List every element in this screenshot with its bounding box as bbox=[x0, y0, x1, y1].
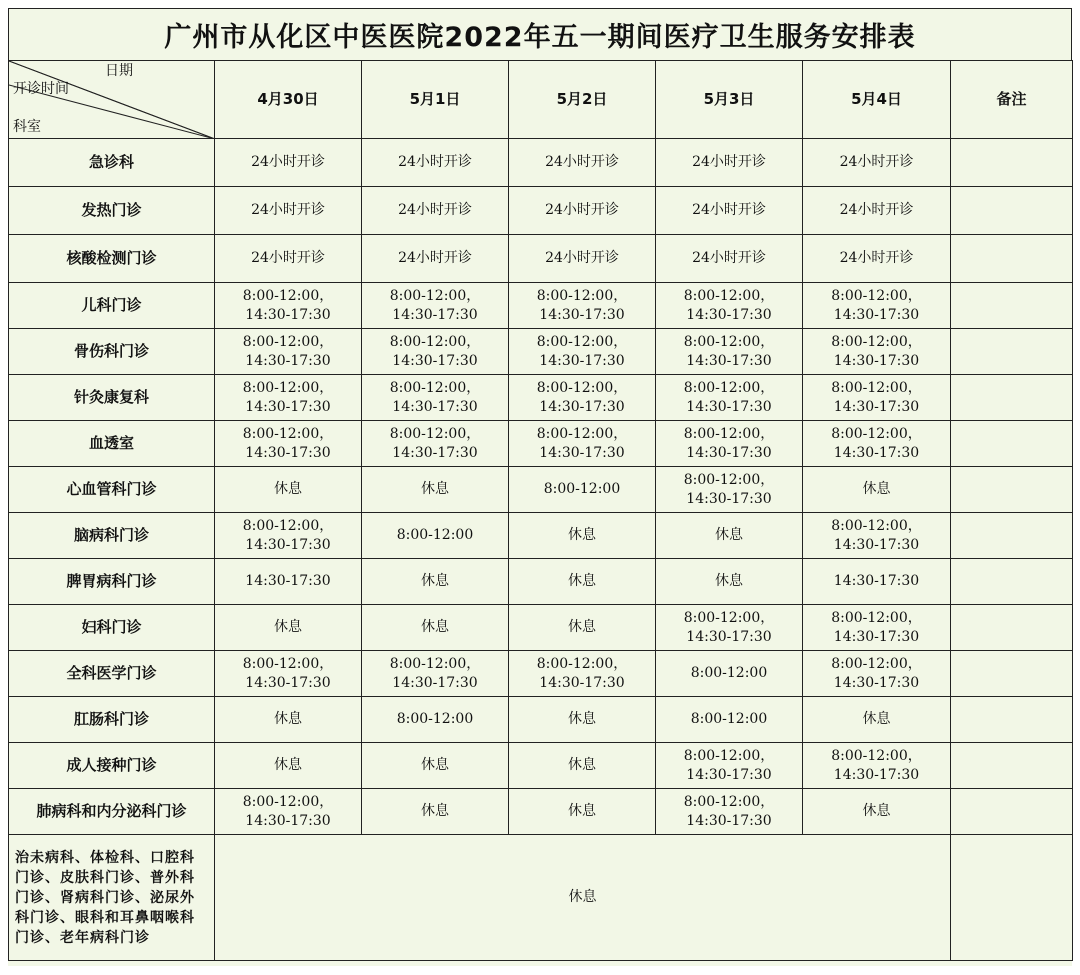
remarks-cell bbox=[951, 421, 1073, 467]
schedule-cell bbox=[656, 789, 803, 835]
other-departments-list: 治未病科、体检科、口腔科门诊、皮肤科门诊、普外科门诊、肾病科门诊、泌尿外科门诊、眼科和耳鼻咽喉科门诊、老年病科门诊 bbox=[9, 835, 215, 961]
remarks-cell bbox=[951, 235, 1073, 283]
schedule-time-text: 8:00-12:00， bbox=[536, 655, 628, 672]
schedule-time-text: 14:30-17:30 bbox=[245, 306, 331, 323]
schedule-cell bbox=[215, 467, 362, 513]
schedule-cell bbox=[362, 235, 509, 283]
table-row bbox=[9, 789, 1073, 835]
table-row bbox=[9, 187, 1073, 235]
table-row bbox=[9, 375, 1073, 421]
schedule-time-text: 休息 bbox=[568, 711, 596, 727]
department-name: 核酸检测门诊 bbox=[9, 235, 215, 283]
schedule-time-text: 14:30-17:30 bbox=[392, 444, 478, 461]
corner-time-label: 开诊时间 bbox=[13, 81, 69, 97]
schedule-time-text: 8:00-12:00， bbox=[242, 793, 334, 810]
schedule-time-text: 14:30-17:30 bbox=[833, 352, 920, 369]
table-row bbox=[9, 467, 1073, 513]
schedule-time-text: 8:00-12:00， bbox=[831, 287, 922, 304]
remarks-cell bbox=[951, 513, 1073, 559]
schedule-time-text: 14:30-17:30 bbox=[539, 444, 625, 461]
department-name: 骨伤科门诊 bbox=[9, 329, 215, 375]
schedule-cell bbox=[803, 235, 951, 283]
schedule-cell bbox=[803, 187, 951, 235]
schedule-cell bbox=[803, 697, 951, 743]
schedule-table bbox=[8, 60, 1073, 961]
remarks-cell bbox=[951, 283, 1073, 329]
schedule-cell bbox=[656, 375, 803, 421]
department-name: 发热门诊 bbox=[9, 187, 215, 235]
schedule-time-text: 8:00-12:00， bbox=[683, 333, 775, 350]
table-row bbox=[9, 743, 1073, 789]
schedule-time-text: 8:00-12:00， bbox=[831, 747, 922, 764]
remarks-cell bbox=[951, 651, 1073, 697]
schedule-time-text: 24小时开诊 bbox=[398, 202, 472, 218]
schedule-cell bbox=[803, 329, 951, 375]
header-date-may1: 5月1日 bbox=[362, 61, 509, 139]
schedule-cell bbox=[656, 651, 803, 697]
corner-dept-label: 科室 bbox=[13, 119, 41, 135]
schedule-cell bbox=[215, 421, 362, 467]
schedule-time-text: 14:30-17:30 bbox=[245, 444, 331, 461]
schedule-time-text: 休息 bbox=[274, 481, 302, 497]
schedule-cell bbox=[656, 187, 803, 235]
schedule-cell bbox=[509, 743, 656, 789]
remarks-cell bbox=[951, 375, 1073, 421]
schedule-time-text: 24小时开诊 bbox=[692, 202, 766, 218]
schedule-time-text: 8:00-12:00， bbox=[536, 333, 628, 350]
header-remarks: 备注 bbox=[951, 61, 1073, 139]
schedule-cell bbox=[215, 329, 362, 375]
corner-header-cell bbox=[9, 61, 215, 139]
schedule-time-text: 8:00-12:00 bbox=[690, 711, 768, 727]
table-row bbox=[9, 559, 1073, 605]
department-name: 妇科门诊 bbox=[9, 605, 215, 651]
schedule-cell bbox=[509, 513, 656, 559]
schedule-time-text: 8:00-12:00， bbox=[683, 287, 775, 304]
schedule-time-text: 休息 bbox=[715, 573, 743, 589]
schedule-cell bbox=[803, 375, 951, 421]
header-row bbox=[9, 61, 1073, 139]
schedule-time-text: 14:30-17:30 bbox=[539, 352, 625, 369]
schedule-cell bbox=[509, 375, 656, 421]
schedule-time-text: 休息 bbox=[568, 803, 596, 819]
schedule-cell bbox=[803, 513, 951, 559]
schedule-time-text: 24小时开诊 bbox=[545, 202, 619, 218]
schedule-cell bbox=[362, 421, 509, 467]
schedule-time-text: 14:30-17:30 bbox=[392, 674, 478, 691]
table-row bbox=[9, 651, 1073, 697]
schedule-time-text: 8:00-12:00 bbox=[396, 711, 474, 727]
schedule-cell bbox=[215, 789, 362, 835]
schedule-cell bbox=[656, 559, 803, 605]
schedule-time-text: 24小时开诊 bbox=[545, 154, 619, 170]
schedule-time-text: 8:00-12:00， bbox=[242, 379, 334, 396]
schedule-time-text: 24小时开诊 bbox=[251, 154, 325, 170]
schedule-time-text: 8:00-12:00， bbox=[831, 609, 922, 626]
schedule-cell bbox=[362, 605, 509, 651]
schedule-time-text: 14:30-17:30 bbox=[245, 536, 331, 553]
remarks-cell bbox=[951, 697, 1073, 743]
schedule-time-text: 14:30-17:30 bbox=[686, 398, 772, 415]
schedule-cell bbox=[656, 283, 803, 329]
schedule-time-text: 14:30-17:30 bbox=[245, 674, 331, 691]
schedule-cell bbox=[656, 467, 803, 513]
schedule-cell bbox=[803, 421, 951, 467]
schedule-cell bbox=[215, 235, 362, 283]
schedule-time-text: 14:30-17:30 bbox=[686, 766, 772, 783]
schedule-time-text: 8:00-12:00， bbox=[536, 425, 628, 442]
schedule-cell bbox=[509, 789, 656, 835]
page-title: 广州市从化区中医医院2022年五一期间医疗卫生服务安排表 bbox=[8, 8, 1072, 60]
schedule-time-text: 8:00-12:00， bbox=[683, 471, 775, 488]
table-row bbox=[9, 513, 1073, 559]
schedule-time-text: 24小时开诊 bbox=[398, 154, 472, 170]
schedule-time-text: 14:30-17:30 bbox=[833, 573, 920, 589]
schedule-cell bbox=[215, 605, 362, 651]
schedule-time-text: 24小时开诊 bbox=[692, 154, 766, 170]
schedule-cell bbox=[509, 559, 656, 605]
remarks-cell bbox=[951, 467, 1073, 513]
schedule-cell bbox=[215, 743, 362, 789]
schedule-cell bbox=[656, 329, 803, 375]
header-date-may2: 5月2日 bbox=[509, 61, 656, 139]
schedule-time-text: 14:30-17:30 bbox=[833, 398, 920, 415]
schedule-cell bbox=[362, 375, 509, 421]
schedule-time-text: 8:00-12:00 bbox=[396, 527, 474, 543]
schedule-cell bbox=[656, 605, 803, 651]
schedule-cell bbox=[509, 329, 656, 375]
schedule-time-text: 8:00-12:00， bbox=[683, 609, 775, 626]
table-row bbox=[9, 139, 1073, 187]
department-name: 成人接种门诊 bbox=[9, 743, 215, 789]
schedule-time-text: 8:00-12:00 bbox=[690, 665, 768, 681]
schedule-cell bbox=[215, 187, 362, 235]
remarks-cell bbox=[951, 187, 1073, 235]
schedule-time-text: 14:30-17:30 bbox=[392, 306, 478, 323]
table-row bbox=[9, 421, 1073, 467]
schedule-time-text: 24小时开诊 bbox=[839, 154, 914, 170]
schedule-cell bbox=[509, 187, 656, 235]
schedule-time-text: 8:00-12:00， bbox=[389, 379, 481, 396]
schedule-cell bbox=[803, 651, 951, 697]
schedule-sheet bbox=[8, 8, 1072, 966]
schedule-cell bbox=[656, 421, 803, 467]
schedule-time-text: 休息 bbox=[274, 757, 302, 773]
schedule-cell bbox=[803, 467, 951, 513]
schedule-time-text: 8:00-12:00， bbox=[242, 425, 334, 442]
schedule-time-text: 8:00-12:00， bbox=[831, 333, 922, 350]
schedule-time-text: 14:30-17:30 bbox=[833, 674, 920, 691]
schedule-cell bbox=[509, 467, 656, 513]
schedule-time-text: 24小时开诊 bbox=[839, 202, 914, 218]
schedule-cell bbox=[509, 651, 656, 697]
schedule-time-text: 8:00-12:00， bbox=[831, 517, 922, 534]
schedule-time-text: 休息 bbox=[274, 619, 302, 635]
schedule-time-text: 14:30-17:30 bbox=[539, 306, 625, 323]
remarks-cell bbox=[951, 139, 1073, 187]
department-name: 全科医学门诊 bbox=[9, 651, 215, 697]
schedule-cell bbox=[656, 139, 803, 187]
schedule-time-text: 休息 bbox=[568, 573, 596, 589]
schedule-time-text: 24小时开诊 bbox=[692, 250, 766, 266]
schedule-time-text: 14:30-17:30 bbox=[686, 444, 772, 461]
schedule-cell bbox=[803, 283, 951, 329]
schedule-time-text: 8:00-12:00， bbox=[389, 287, 481, 304]
schedule-time-text: 14:30-17:30 bbox=[539, 674, 625, 691]
remarks-cell bbox=[951, 559, 1073, 605]
schedule-time-text: 14:30-17:30 bbox=[686, 812, 772, 829]
schedule-cell bbox=[362, 283, 509, 329]
schedule-time-text: 8:00-12:00， bbox=[242, 655, 334, 672]
department-name: 脾胃病科门诊 bbox=[9, 559, 215, 605]
schedule-time-text: 14:30-17:30 bbox=[686, 306, 772, 323]
schedule-time-text: 14:30-17:30 bbox=[686, 352, 772, 369]
schedule-cell bbox=[362, 467, 509, 513]
schedule-time-text: 休息 bbox=[274, 711, 302, 727]
schedule-cell bbox=[509, 697, 656, 743]
schedule-cell bbox=[509, 421, 656, 467]
remarks-cell bbox=[951, 789, 1073, 835]
schedule-time-text: 休息 bbox=[421, 619, 449, 635]
other-departments-status: 休息 bbox=[215, 835, 951, 961]
schedule-time-text: 14:30-17:30 bbox=[392, 398, 478, 415]
schedule-cell bbox=[362, 697, 509, 743]
remarks-cell bbox=[951, 743, 1073, 789]
table-row-other-departments bbox=[9, 835, 1073, 961]
schedule-cell bbox=[362, 789, 509, 835]
schedule-time-text: 14:30-17:30 bbox=[833, 628, 920, 645]
schedule-cell bbox=[362, 513, 509, 559]
schedule-time-text: 14:30-17:30 bbox=[833, 766, 920, 783]
schedule-cell bbox=[215, 283, 362, 329]
schedule-time-text: 休息 bbox=[421, 481, 449, 497]
department-name: 血透室 bbox=[9, 421, 215, 467]
table-row bbox=[9, 329, 1073, 375]
schedule-cell bbox=[362, 329, 509, 375]
department-name: 心血管科门诊 bbox=[9, 467, 215, 513]
department-name: 急诊科 bbox=[9, 139, 215, 187]
schedule-time-text: 8:00-12:00， bbox=[831, 655, 922, 672]
schedule-cell bbox=[803, 139, 951, 187]
remarks-cell bbox=[951, 329, 1073, 375]
department-name: 儿科门诊 bbox=[9, 283, 215, 329]
schedule-time-text: 休息 bbox=[862, 711, 891, 727]
department-name: 脑病科门诊 bbox=[9, 513, 215, 559]
schedule-time-text: 14:30-17:30 bbox=[245, 812, 331, 829]
schedule-time-text: 14:30-17:30 bbox=[833, 536, 920, 553]
schedule-time-text: 14:30-17:30 bbox=[245, 352, 331, 369]
schedule-time-text: 24小时开诊 bbox=[398, 250, 472, 266]
remarks-cell bbox=[951, 835, 1073, 961]
schedule-time-text: 休息 bbox=[421, 573, 449, 589]
header-date-apr30: 4月30日 bbox=[215, 61, 362, 139]
schedule-time-text: 8:00-12:00， bbox=[242, 287, 334, 304]
schedule-cell bbox=[803, 559, 951, 605]
schedule-time-text: 8:00-12:00， bbox=[242, 333, 334, 350]
schedule-time-text: 8:00-12:00 bbox=[543, 481, 621, 497]
schedule-cell bbox=[509, 139, 656, 187]
schedule-time-text: 休息 bbox=[715, 527, 743, 543]
department-name: 肺病科和内分泌科门诊 bbox=[9, 789, 215, 835]
schedule-time-text: 休息 bbox=[568, 527, 596, 543]
department-name: 针灸康复科 bbox=[9, 375, 215, 421]
header-date-may4: 5月4日 bbox=[803, 61, 951, 139]
schedule-cell bbox=[656, 743, 803, 789]
schedule-time-text: 休息 bbox=[862, 481, 891, 497]
schedule-time-text: 8:00-12:00， bbox=[389, 655, 481, 672]
schedule-time-text: 8:00-12:00， bbox=[536, 379, 628, 396]
department-name: 肛肠科门诊 bbox=[9, 697, 215, 743]
schedule-time-text: 14:30-17:30 bbox=[392, 352, 478, 369]
schedule-time-text: 14:30-17:30 bbox=[245, 398, 331, 415]
schedule-cell bbox=[509, 283, 656, 329]
schedule-cell bbox=[803, 789, 951, 835]
schedule-cell bbox=[362, 743, 509, 789]
schedule-time-text: 24小时开诊 bbox=[251, 250, 325, 266]
schedule-cell bbox=[215, 375, 362, 421]
schedule-time-text: 休息 bbox=[568, 619, 596, 635]
schedule-cell bbox=[656, 235, 803, 283]
schedule-time-text: 8:00-12:00， bbox=[831, 379, 922, 396]
header-date-may3: 5月3日 bbox=[656, 61, 803, 139]
schedule-cell bbox=[215, 139, 362, 187]
schedule-cell bbox=[362, 187, 509, 235]
schedule-time-text: 8:00-12:00， bbox=[683, 793, 775, 810]
schedule-cell bbox=[215, 559, 362, 605]
table-row bbox=[9, 605, 1073, 651]
schedule-time-text: 14:30-17:30 bbox=[245, 573, 331, 589]
schedule-time-text: 8:00-12:00， bbox=[242, 517, 334, 534]
schedule-time-text: 8:00-12:00， bbox=[389, 333, 481, 350]
schedule-time-text: 休息 bbox=[862, 803, 891, 819]
schedule-cell bbox=[215, 697, 362, 743]
schedule-time-text: 24小时开诊 bbox=[251, 202, 325, 218]
schedule-time-text: 8:00-12:00， bbox=[536, 287, 628, 304]
schedule-time-text: 14:30-17:30 bbox=[833, 444, 920, 461]
schedule-cell bbox=[215, 651, 362, 697]
corner-date-label: 日期 bbox=[105, 63, 133, 79]
schedule-cell bbox=[803, 743, 951, 789]
table-row bbox=[9, 235, 1073, 283]
schedule-cell bbox=[509, 235, 656, 283]
schedule-time-text: 8:00-12:00， bbox=[831, 425, 922, 442]
table-row bbox=[9, 283, 1073, 329]
schedule-cell bbox=[803, 605, 951, 651]
schedule-time-text: 8:00-12:00， bbox=[683, 379, 775, 396]
schedule-time-text: 8:00-12:00， bbox=[683, 425, 775, 442]
table-row bbox=[9, 697, 1073, 743]
schedule-time-text: 8:00-12:00， bbox=[389, 425, 481, 442]
schedule-time-text: 14:30-17:30 bbox=[539, 398, 625, 415]
schedule-cell bbox=[362, 139, 509, 187]
schedule-time-text: 14:30-17:30 bbox=[833, 306, 920, 323]
schedule-cell bbox=[656, 697, 803, 743]
schedule-cell bbox=[656, 513, 803, 559]
schedule-cell bbox=[362, 651, 509, 697]
schedule-time-text: 休息 bbox=[568, 757, 596, 773]
schedule-cell bbox=[362, 559, 509, 605]
schedule-time-text: 24小时开诊 bbox=[839, 250, 914, 266]
schedule-time-text: 14:30-17:30 bbox=[686, 628, 772, 645]
remarks-cell bbox=[951, 605, 1073, 651]
schedule-time-text: 8:00-12:00， bbox=[683, 747, 775, 764]
schedule-cell bbox=[509, 605, 656, 651]
schedule-cell bbox=[215, 513, 362, 559]
schedule-time-text: 24小时开诊 bbox=[545, 250, 619, 266]
schedule-time-text: 14:30-17:30 bbox=[686, 490, 772, 507]
schedule-time-text: 休息 bbox=[421, 757, 449, 773]
schedule-time-text: 休息 bbox=[421, 803, 449, 819]
